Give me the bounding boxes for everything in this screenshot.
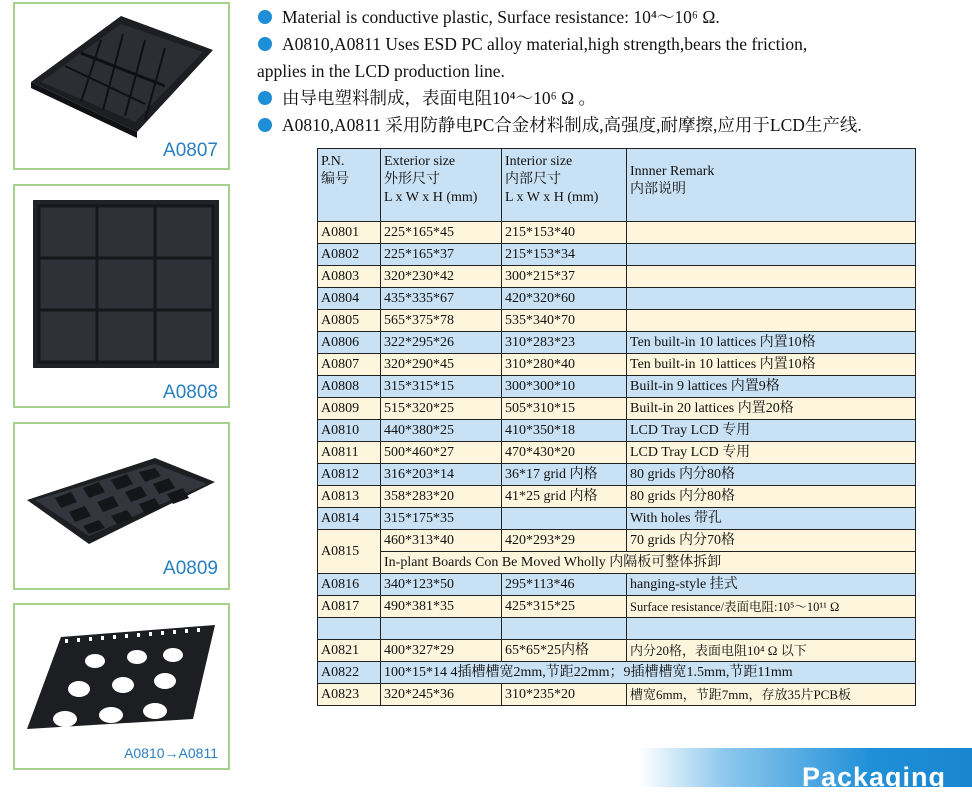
bullet-continuation: applies in the LCD production line.: [257, 61, 505, 81]
table-row: A0804 435*335*67 420*320*60: [318, 288, 916, 310]
packaging-title: Packaging: [801, 762, 946, 792]
table-row: A0811 500*460*27 470*430*20 LCD Tray LCD 专用: [318, 442, 916, 464]
table-row-note: In-plant Boards Con Be Moved Wholly 内隔板可整体拆卸: [318, 552, 916, 574]
bullet-line: A0810,A0811 Uses ESD PC alloy material,high strength,bears the friction,: [258, 31, 972, 58]
product-code: A0808: [163, 382, 218, 403]
header-remark: Innner Remark 内部说明: [627, 149, 916, 222]
table-row: A0801 225*165*45 215*153*40: [318, 222, 916, 244]
table-row: A0816 340*123*50 295*113*46 hanging-style 挂式: [318, 574, 916, 596]
table-row: A0823 320*245*36 310*235*20 槽宽6mm，节距7mm，存放35片PCB板: [318, 684, 916, 706]
bullet-line: Material is conductive plastic, Surface resistance: 10⁴～10⁶ Ω.: [258, 4, 972, 31]
bullet-dot-icon: [258, 91, 272, 105]
table-row: A0822 100*15*14 4插槽槽宽2mm,节距22mm；9插槽槽宽1.5mm,节距11mm: [318, 662, 916, 684]
table-row: A0803 320*230*42 300*215*37: [318, 266, 916, 288]
table-row-empty: [318, 618, 916, 640]
table-row: A0812 316*203*14 36*17 grid 内格 80 grids 内分80格: [318, 464, 916, 486]
packaging-banner: [640, 748, 972, 792]
tray-image-a0807: [25, 10, 218, 140]
table-row: A0817 490*381*35 425*315*25 Surface resistance/表面电阻:10⁵～10¹¹ Ω: [318, 596, 916, 618]
product-panel-a0809: [13, 422, 230, 590]
table-row: A0807 320*290*45 310*280*40 Ten built-in 10 lattices 内置10格: [318, 354, 916, 376]
header-interior: Interior size 内部尺寸 L x W x H (mm): [502, 149, 627, 222]
bullet-dot-icon: [258, 118, 272, 132]
table-row: A0813 358*283*20 41*25 grid 内格 80 grids 内分80格: [318, 486, 916, 508]
table-row: A0802 225*165*37 215*153*34: [318, 244, 916, 266]
table-row: A0810 440*380*25 410*350*18 LCD Tray LCD 专用: [318, 420, 916, 442]
tray-image-a0808: [33, 200, 219, 368]
table-row: A0806 322*295*26 310*283*23 Ten built-in 10 lattices 内置10格: [318, 332, 916, 354]
bullet-dot-icon: [258, 10, 272, 24]
spec-table: [317, 148, 916, 706]
bullet-dot-icon: [258, 37, 272, 51]
product-code: A0810→A0811: [124, 745, 218, 761]
table-row: A0808 315*315*15 300*300*10 Built-in 9 lattices 内置9格: [318, 376, 916, 398]
table-row: A0815 460*313*40 420*293*29 70 grids 内分70格: [318, 530, 916, 552]
product-panel-a0810: [13, 603, 230, 770]
table-row: A0805 565*375*78 535*340*70: [318, 310, 916, 332]
product-panel-a0808: [13, 184, 230, 408]
bullet-line: 由导电塑料制成，表面电阻10⁴～10⁶ Ω 。: [258, 85, 972, 112]
header-pn: P.N. 编号: [318, 149, 381, 222]
product-panel-a0807: [13, 2, 230, 170]
description-bullets: [258, 4, 972, 139]
table-row: A0814 315*175*35 With holes 带孔: [318, 508, 916, 530]
tray-image-a0810: [25, 619, 218, 737]
product-code: A0807: [163, 140, 218, 161]
table-row: A0821 400*327*29 65*65*25内格 内分20格，表面电阻10⁴ Ω 以下: [318, 640, 916, 662]
header-exterior: Exterior size 外形尺寸 L x W x H (mm): [381, 149, 502, 222]
table-row: A0809 515*320*25 505*310*15 Built-in 20 lattices 内置20格: [318, 398, 916, 420]
product-code: A0809: [163, 558, 218, 579]
tray-image-a0809: [25, 442, 218, 552]
table-header-row: [318, 149, 916, 222]
bullet-line: A0810,A0811 采用防静电PC合金材料制成,高强度,耐摩擦,应用于LCD生产线.: [258, 112, 972, 139]
